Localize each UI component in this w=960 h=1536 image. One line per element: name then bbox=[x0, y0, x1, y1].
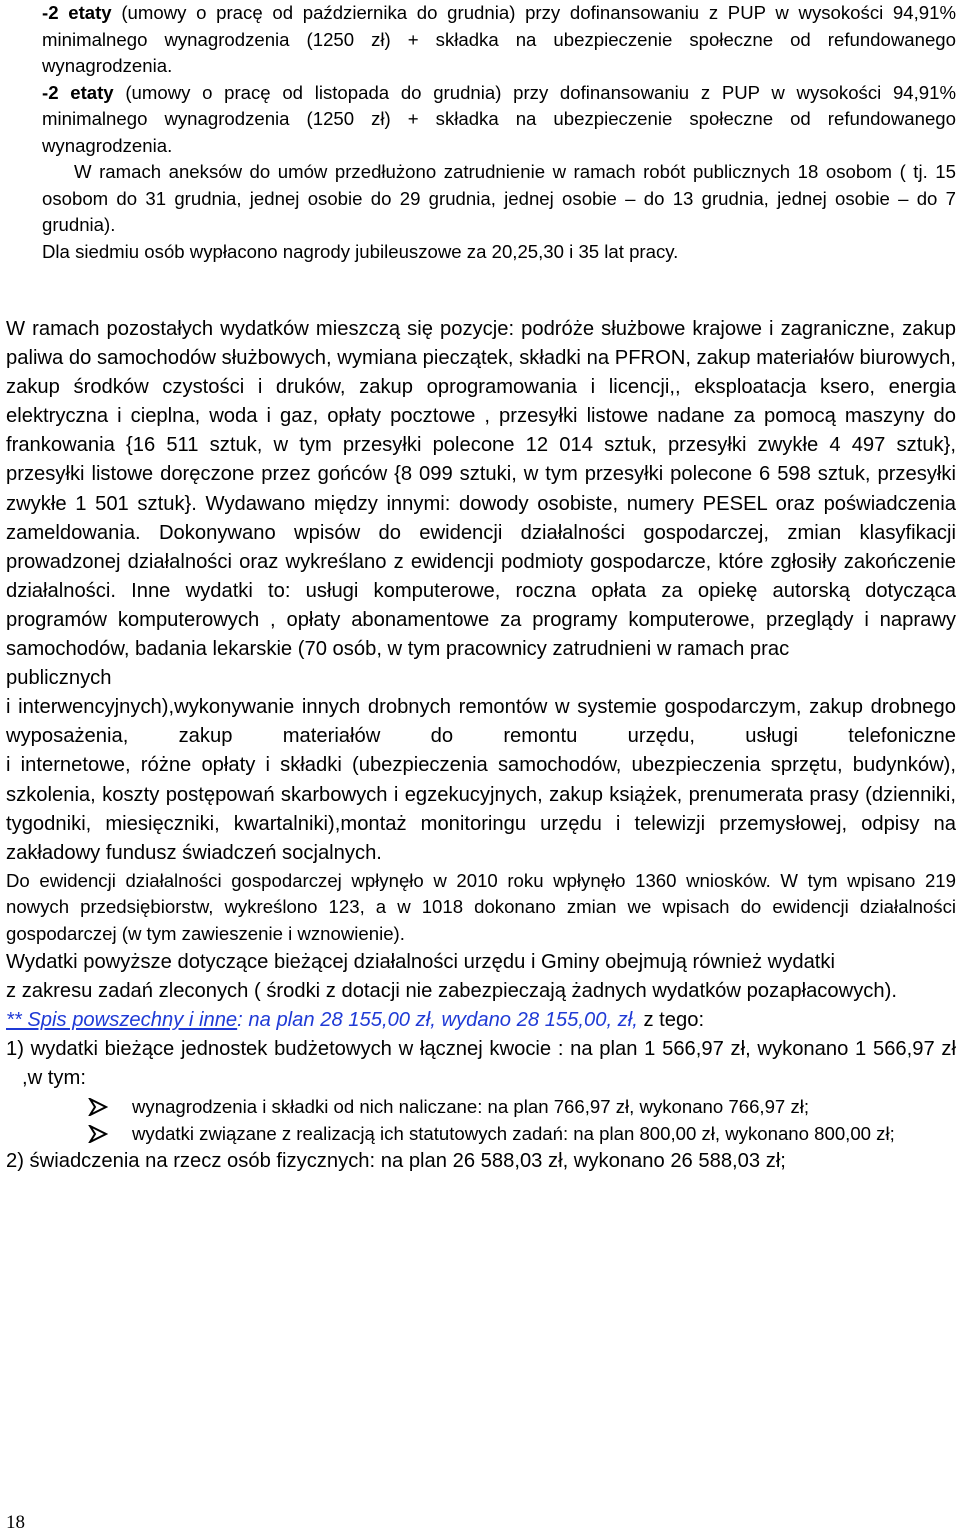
list-item-wydatki-biezace: 1) wydatki bieżące jednostek budżetowych w łącznej kwocie : na plan 1 566,97 zł, wykonano 1 566,97 zł ,w tym: bbox=[6, 1037, 956, 1089]
bullet-item-statutowe bbox=[6, 1120, 956, 1147]
paragraph-nagrody: Dla siedmiu osób wypłacono nagrody jubileuszowe za 20,25,30 i 35 lat pracy. bbox=[42, 240, 679, 262]
spis-powszechny-tail: z tego: bbox=[637, 1008, 705, 1031]
paragraph-etaty-pazdziernik bbox=[42, 0, 956, 80]
spis-powszechny-line bbox=[6, 1006, 956, 1035]
paragraph-etaty-listopad bbox=[42, 80, 956, 160]
paragraph-interwencyjnych: i interwencyjnych),wykonywanie innych drobnych remontów w systemie gospodarczym, zakup drobnego wyposażenia, zakup materiałów do remontu urzędu, usługi telefoniczne bbox=[6, 696, 956, 748]
etaty-label: -2 etaty bbox=[42, 2, 112, 23]
page-number: 18 bbox=[6, 1512, 25, 1533]
spis-powszechny-heading: ** Spis powszechny i inne bbox=[6, 1008, 238, 1031]
bullet-text: wynagrodzenia i składki od nich naliczane: na plan 766,97 zł, wykonano 766,97 zł; bbox=[132, 1096, 810, 1118]
list-item-swiadczenia: 2) świadczenia na rzecz osób fizycznych: na plan 26 588,03 zł, wykonano 26 588,03 zł; bbox=[6, 1150, 786, 1173]
other-expenses-section bbox=[6, 315, 956, 1176]
bullet-item-wynagrodzenia bbox=[6, 1093, 956, 1120]
paragraph-wydatki-biezace: Wydatki powyższe dotyczące bieżącej działalności urzędu i Gminy obejmują również wydatki bbox=[6, 950, 835, 973]
paragraph-ewidencja: Do ewidencji działalności gospodarczej wpłynęło w 2010 roku wpłynęło 1360 wniosków. W tym wpisano 219 nowych przedsiębiorstw, wykreślono 123, a w 1018 dokonano zmian we wpisach do ewidencji działalności gospodarczej (w tym zawieszenie i wznowienie). bbox=[6, 869, 956, 944]
paragraph-internetowe: i internetowe, różne opłaty i składki (ubezpieczenia samochodów, ubezpieczenia sprzętu, budynków), szkolenia, koszty postępowań skarbowych i egzekucyjnych, zakup książek, prenumerata prasy (dzienniki, tygodniki, miesięczniki, kwartalniki),montaż monitoringu urzędu i telewizji przemysłowej, odpisy na zakładowy fundusz świadczeń socjalnych. bbox=[6, 754, 956, 864]
paragraph-publicznych: publicznych bbox=[6, 667, 112, 690]
etaty-text: (umowy o pracę od listopada do grudnia) przy dofinansowaniu z PUP w wysokości 94,91% minimalnego wynagrodzenia (1250 zł) + składka na ubezpieczenie społeczne od refundowanego wynagrodzenia. bbox=[42, 81, 957, 156]
paragraph-zadania-zlecone: z zakresu zadań zleconych ( środki z dotacji nie zabezpieczają żadnych wydatków pozapłacowych). bbox=[6, 979, 897, 1002]
paragraph-aneksy: W ramach aneksów do umów przedłużono zatrudnienie w ramach robót publicznych 18 osobom ( tj. 15 osobom do 31 grudnia, jednej osobie do 29 grudnia, jednej osobie – do 13 grudnia, jednej osobie – do 7 grudnia). bbox=[42, 161, 956, 235]
etaty-label: -2 etaty bbox=[42, 81, 114, 103]
arrowhead-bullet-icon bbox=[88, 1120, 110, 1143]
etaty-text: (umowy o pracę od października do grudnia) przy dofinansowaniu z PUP w wysokości 94,91% minimalnego wynagrodzenia (1250 zł) + składka na ubezpieczenie społeczne od refundowanego wynagrodzenia. bbox=[42, 2, 956, 76]
employment-section bbox=[42, 0, 956, 265]
paragraph-pozostale-wydatki: W ramach pozostałych wydatków mieszczą się pozycje: podróże służbowe krajowe i zagraniczne, zakup paliwa do samochodów służbowych, wymiana pieczątek, składki na PFRON, zakup materiałów biurowych, zakup środków czystości i druków, zakup oprogramowania i licencji,, eksploatacja ksero, energia elektryczna i cieplna, woda i gaz, opłaty pocztowe , przesyłki listowe nadane za pomocą maszyny do frankowania {16 511 sztuk, w tym przesyłki polecone 12 014 sztuk, przesyłki zwykłe 4 497 sztuk}, przesyłki listowe doręczone przez gońców {8 099 sztuki, w tym przesyłki polecone 6 598 sztuk, przesyłki zwykłe 1 501 sztuk}. Wydawano między innymi: dowody osobiste, numery PESEL oraz poświadczenia zameldowania. Dokonywano wpisów do ewidencji działalności gospodarczej, zmian klasyfikacji prowadzonej działalności oraz wykreślano z ewidencji podmioty gospodarcze, które zgłosiły zakończenie działalności. Inne wydatki to: usługi komputerowe, roczna opłata za opiekę autorską dotycząca programów komputerowych , opłaty abonamentowe za programy komputerowe, przeglądy i naprawy samochodów, badania lekarskie (70 osób, w tym pracownicy zatrudnieni w ramach prac bbox=[6, 318, 956, 661]
spis-powszechny-amount: : na plan 28 155,00 zł, wydano 28 155,00, zł, bbox=[237, 1008, 638, 1031]
bullet-text: wydatki związane z realizacją ich statutowych zadań: na plan 800,00 zł, wykonano 800,00 zł; bbox=[132, 1123, 895, 1145]
arrowhead-bullet-icon bbox=[88, 1093, 110, 1116]
